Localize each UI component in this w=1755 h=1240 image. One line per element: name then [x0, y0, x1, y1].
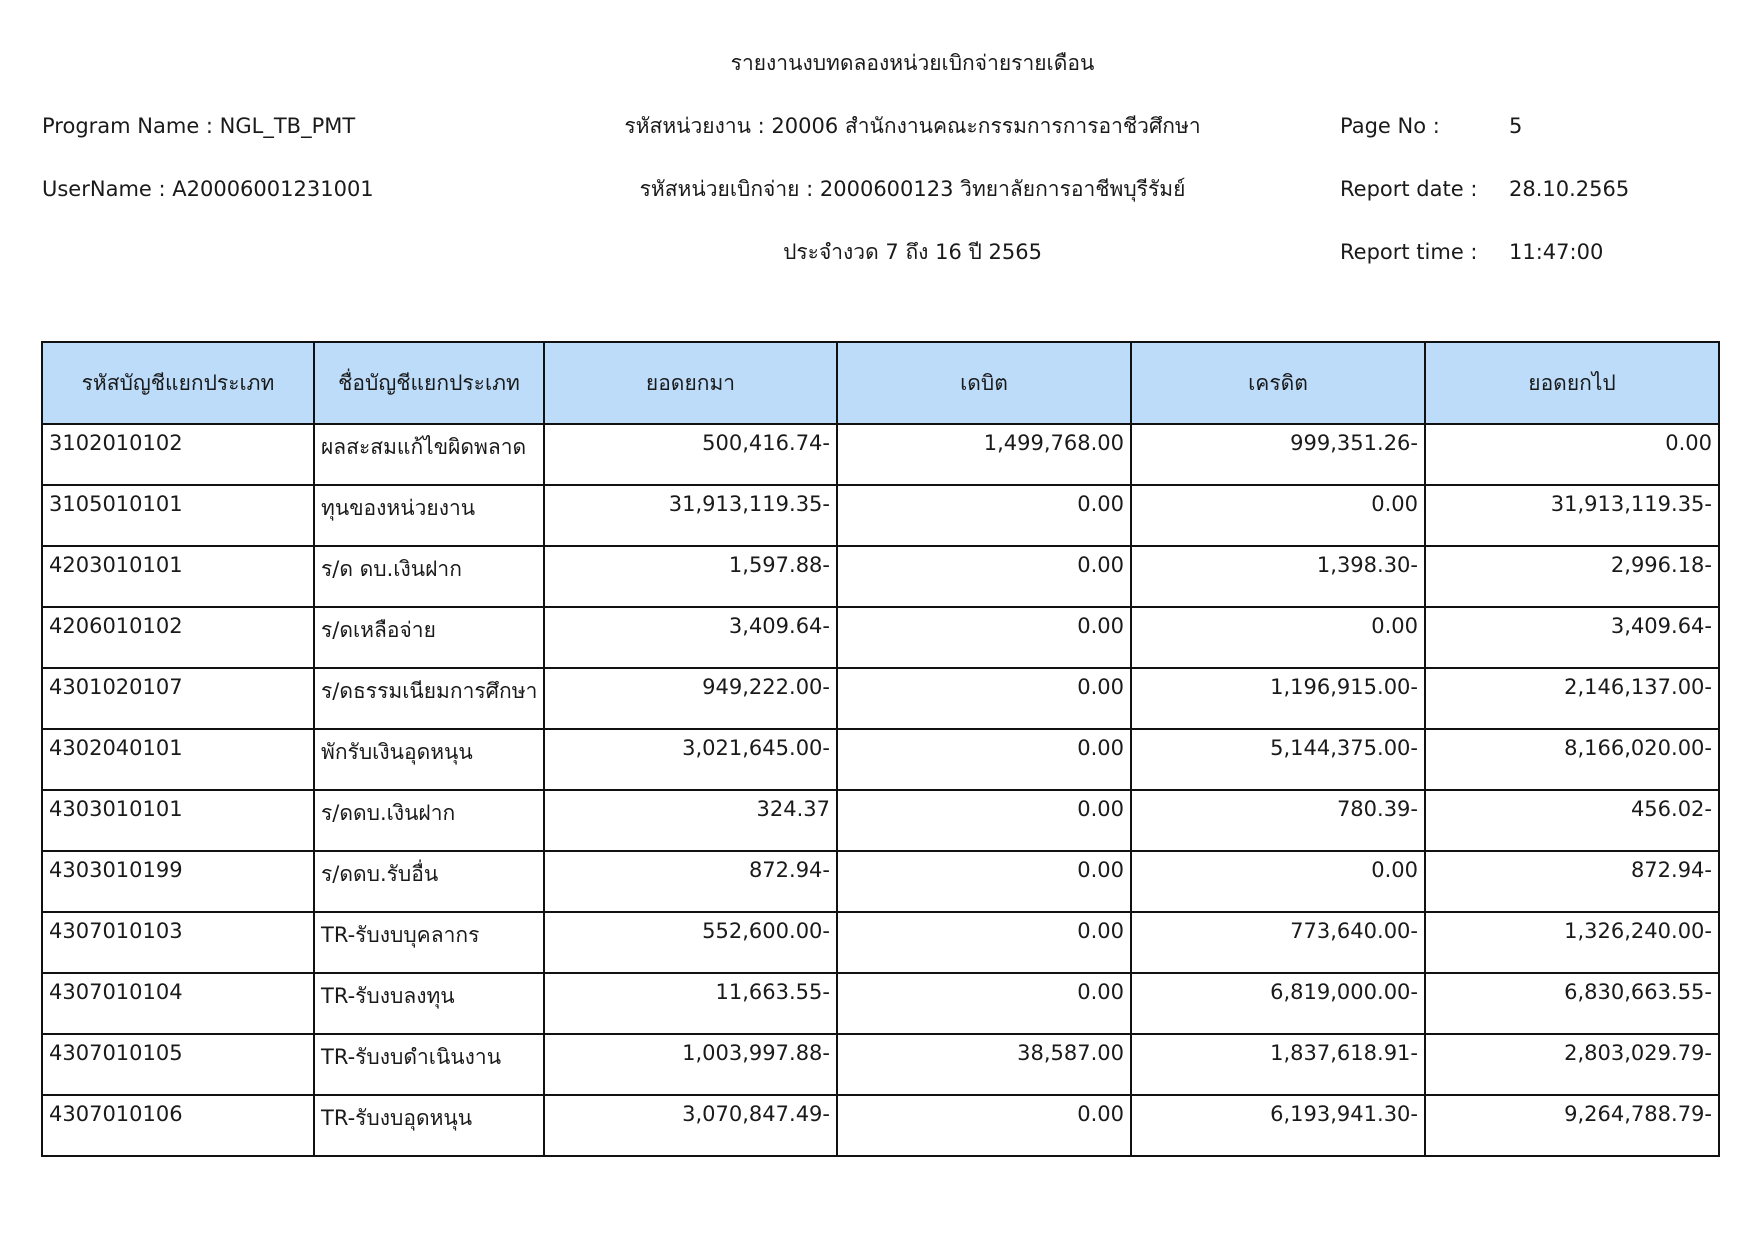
debit-cell: 38,587.00 [837, 1034, 1131, 1095]
table-row [42, 790, 1719, 851]
debit-cell: 0.00 [837, 668, 1131, 729]
account-code-cell: 4203010101 [42, 546, 314, 607]
credit-cell: 6,193,941.30- [1131, 1095, 1425, 1156]
trial-balance-table [41, 341, 1720, 1157]
debit-cell: 1,499,768.00 [837, 424, 1131, 485]
opening-balance-cell: 872.94- [544, 851, 837, 912]
account-code-cell: 4301020107 [42, 668, 314, 729]
column-header-account-code: รหัสบัญชีแยกประเภท [42, 342, 314, 424]
account-name-cell: ร/ดธรรมเนียมการศึกษา [314, 668, 544, 729]
table-row [42, 668, 1719, 729]
credit-cell: 1,837,618.91- [1131, 1034, 1425, 1095]
debit-cell: 0.00 [837, 912, 1131, 973]
account-code-cell: 4307010104 [42, 973, 314, 1034]
credit-cell: 780.39- [1131, 790, 1425, 851]
column-header-closing-balance: ยอดยกไป [1425, 342, 1719, 424]
agency-code: รหัสหน่วยงาน : 20006 สำนักงานคณะกรรมการการอาชีวศึกษา [624, 114, 1201, 138]
credit-cell: 0.00 [1131, 851, 1425, 912]
debit-cell: 0.00 [837, 729, 1131, 790]
credit-cell: 0.00 [1131, 607, 1425, 668]
debit-cell: 0.00 [837, 607, 1131, 668]
closing-balance-cell: 872.94- [1425, 851, 1719, 912]
table-row [42, 607, 1719, 668]
opening-balance-cell: 500,416.74- [544, 424, 837, 485]
opening-balance-cell: 3,021,645.00- [544, 729, 837, 790]
debit-cell: 0.00 [837, 973, 1131, 1034]
closing-balance-cell: 6,830,663.55- [1425, 973, 1719, 1034]
report-time-value: 11:47:00 [1509, 240, 1604, 264]
account-code-cell: 4307010105 [42, 1034, 314, 1095]
account-code-cell: 4307010106 [42, 1095, 314, 1156]
column-header-debit: เดบิต [837, 342, 1131, 424]
opening-balance-cell: 324.37 [544, 790, 837, 851]
account-name-cell: ทุนของหน่วยงาน [314, 485, 544, 546]
account-code-cell: 4206010102 [42, 607, 314, 668]
account-code-cell: 3105010101 [42, 485, 314, 546]
opening-balance-cell: 11,663.55- [544, 973, 837, 1034]
disbursement-unit-code: รหัสหน่วยเบิกจ่าย : 2000600123 วิทยาลัยการอาชีพบุรีรัมย์ [639, 177, 1186, 201]
opening-balance-cell: 31,913,119.35- [544, 485, 837, 546]
debit-cell: 0.00 [837, 790, 1131, 851]
table-row [42, 973, 1719, 1034]
closing-balance-cell: 2,803,029.79- [1425, 1034, 1719, 1095]
report-date-label: Report date : [1340, 177, 1478, 201]
account-code-cell: 4307010103 [42, 912, 314, 973]
credit-cell: 1,196,915.00- [1131, 668, 1425, 729]
debit-cell: 0.00 [837, 485, 1131, 546]
table-row [42, 729, 1719, 790]
closing-balance-cell: 8,166,020.00- [1425, 729, 1719, 790]
account-name-cell: ร/ดดบ.เงินฝาก [314, 790, 544, 851]
closing-balance-cell: 2,146,137.00- [1425, 668, 1719, 729]
closing-balance-cell: 0.00 [1425, 424, 1719, 485]
table-row [42, 1095, 1719, 1156]
table-row [42, 851, 1719, 912]
account-name-cell: TR-รับงบบุคลากร [314, 912, 544, 973]
closing-balance-cell: 9,264,788.79- [1425, 1095, 1719, 1156]
table-row [42, 912, 1719, 973]
opening-balance-cell: 3,409.64- [544, 607, 837, 668]
credit-cell: 5,144,375.00- [1131, 729, 1425, 790]
account-code-cell: 4303010199 [42, 851, 314, 912]
account-name-cell: ร/ดเหลือจ่าย [314, 607, 544, 668]
account-name-cell: ร/ดดบ.รับอื่น [314, 851, 544, 912]
account-code-cell: 4303010101 [42, 790, 314, 851]
opening-balance-cell: 3,070,847.49- [544, 1095, 837, 1156]
column-header-opening-balance: ยอดยกมา [544, 342, 837, 424]
credit-cell: 1,398.30- [1131, 546, 1425, 607]
debit-cell: 0.00 [837, 1095, 1131, 1156]
table-row [42, 424, 1719, 485]
closing-balance-cell: 3,409.64- [1425, 607, 1719, 668]
table-row [42, 546, 1719, 607]
table-row [42, 485, 1719, 546]
account-code-cell: 3102010102 [42, 424, 314, 485]
account-name-cell: TR-รับงบอุดหนุน [314, 1095, 544, 1156]
column-header-account-name: ชื่อบัญชีแยกประเภท [314, 342, 544, 424]
debit-cell: 0.00 [837, 851, 1131, 912]
closing-balance-cell: 2,996.18- [1425, 546, 1719, 607]
table-header-row [42, 342, 1719, 424]
report-time-label: Report time : [1340, 240, 1478, 264]
account-name-cell: ร/ด ดบ.เงินฝาก [314, 546, 544, 607]
credit-cell: 0.00 [1131, 485, 1425, 546]
account-name-cell: พักรับเงินอุดหนุน [314, 729, 544, 790]
page-no-value: 5 [1509, 114, 1523, 138]
user-name: UserName : A20006001231001 [42, 177, 374, 201]
report-date-value: 28.10.2565 [1509, 177, 1630, 201]
account-name-cell: TR-รับงบดำเนินงาน [314, 1034, 544, 1095]
account-name-cell: TR-รับงบลงทุน [314, 973, 544, 1034]
account-code-cell: 4302040101 [42, 729, 314, 790]
account-name-cell: ผลสะสมแก้ไขผิดพลาด [314, 424, 544, 485]
debit-cell: 0.00 [837, 546, 1131, 607]
report-title: รายงานงบทดลองหน่วยเบิกจ่ายรายเดือน [730, 51, 1095, 75]
opening-balance-cell: 949,222.00- [544, 668, 837, 729]
report-period: ประจำงวด 7 ถึง 16 ปี 2565 [783, 240, 1042, 264]
opening-balance-cell: 552,600.00- [544, 912, 837, 973]
closing-balance-cell: 1,326,240.00- [1425, 912, 1719, 973]
column-header-credit: เครดิต [1131, 342, 1425, 424]
page-no-label: Page No : [1340, 114, 1440, 138]
table-row [42, 1034, 1719, 1095]
table-body [42, 424, 1719, 1156]
closing-balance-cell: 456.02- [1425, 790, 1719, 851]
opening-balance-cell: 1,003,997.88- [544, 1034, 837, 1095]
credit-cell: 773,640.00- [1131, 912, 1425, 973]
opening-balance-cell: 1,597.88- [544, 546, 837, 607]
credit-cell: 6,819,000.00- [1131, 973, 1425, 1034]
closing-balance-cell: 31,913,119.35- [1425, 485, 1719, 546]
program-name: Program Name : NGL_TB_PMT [42, 114, 356, 138]
credit-cell: 999,351.26- [1131, 424, 1425, 485]
